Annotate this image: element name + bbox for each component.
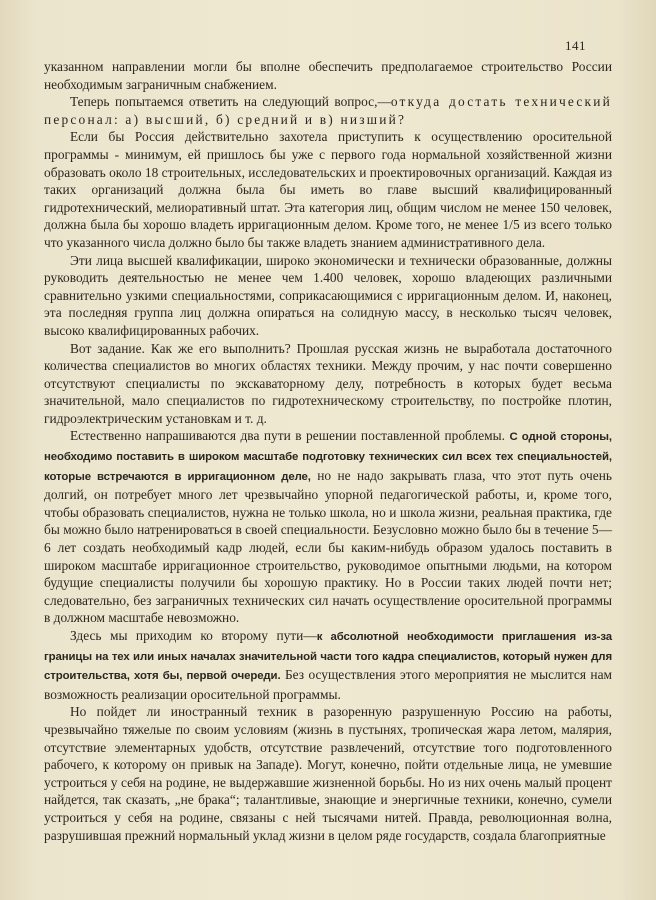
fraction: 1/5 bbox=[502, 217, 520, 233]
page-number: 141 bbox=[565, 38, 586, 53]
text-run: Эти лица высшей квалификации, широко экономически и технически образованные, должны руководить деятельностью не менее чем 1.400 человек, хорошо владеющих различными сравнительно узкими специальностями, соприкасающимися с ирригационным делом. И, наконец, эта последняя группа лиц должна опираться на солидную массу, в несколько тысяч человек, высоко квалифицированных рабочих. bbox=[44, 252, 612, 338]
text-run: Здесь мы приходим ко второму пути— bbox=[70, 628, 317, 643]
paragraph bbox=[44, 252, 612, 340]
paragraph bbox=[44, 340, 612, 428]
paragraph bbox=[44, 93, 612, 128]
text-run: Вот задание. Как же его выполнить? Прошлая русская жизнь не выработала достаточного количества специалистов во многих областях техники. Между прочим, у нас почти совершенно отсутствуют специалисты по экскаваторному делу, потребность в которых будет весьма значительной, мало специалистов по гидротехническому строительству, по постройке плотин, гидроэлектрическим установкам и т. д. bbox=[44, 340, 612, 426]
text-run: Теперь попытаемся ответить на следующий вопрос,— bbox=[70, 94, 391, 110]
text-run: Если бы Россия действительно захотела приступить к осуществлению оросительной программы - минимум, ей пришлось бы уже с первого года нормальной хозяйственной жизни образовать около 18 строительных, исследовательских и проектировочных организаций. Каждая из таких организаций должна была бы иметь во главе высший квалифицированный гидротехнический, мелиоративный штат. Эта категория лиц, общим числом не менее 150 человек, должна была бы хорошо владеть ирригационным делом. Кроме того, не менее bbox=[44, 129, 612, 233]
text-run: Но пойдет ли иностранный техник в разоренную разрушенную Россию на работы, чрезвычайно тяжелые по своим условиям (жизнь в пустынях, тропическая жара летом, малярия, отсутствие элементарных удобств, отсутствие развлечений, отсутствие того подготовленного рабочего, к которому он привык на Западе). Могут, конечно, пойти отдельные лица, не умевшие устроиться у себя на родине, не выдержавшие жизненной борьбы. Но из них очень малый процент найдется, так сказать, „не брака“; талантливые, знающие и энергичные техники, конечно, сумели устроиться у себя на родине, связаны с ней тысячами нитей. Правда, революционная волна, разрушившая прежний нормальный уклад жизни в целом ряде государств, создала благоприятные bbox=[44, 704, 612, 843]
text-run: но не надо закрывать глаза, что этот путь очень долгий, он потребует много лет чрезвычайно упорной педагогической работы, и, кроме того, чтобы образовать специалистов, нужна не только школа, но и школа жизни, реальная практика, где бы можно было натренироваться в своей специальности. Безусловно можно было бы в течение 5—6 лет создать необходимый кадр людей, если бы каким-нибудь образом удалось поставить в широком масштабе ирригационное строительство, руководимое опытными людьми, на котором будущие специалисты получили бы хорошую практику. Но в России таких людей почти нет; следовательно, без заграничных технических сил начать осуществление оросительной программы в должном масштабе невозможно. bbox=[44, 467, 612, 626]
paragraph bbox=[44, 703, 612, 844]
paragraph bbox=[44, 427, 612, 627]
text-run: указанном направлении могли бы вполне обеспечить предполагаемое строительство России необходимым заграничным снабжением. bbox=[44, 59, 612, 92]
text-run: Без осуществления этого мероприятия не мыслится нам возможность реализации оросительной программы. bbox=[44, 667, 613, 702]
paragraph bbox=[44, 627, 612, 703]
paragraph bbox=[44, 128, 612, 251]
text-run: Естественно напрашиваются два пути в решении поставленной проблемы. bbox=[70, 428, 510, 444]
body-text bbox=[44, 58, 612, 844]
spaced-text-run: откуда достать технический персонал: а) высший, б) средний и в) низший? bbox=[44, 94, 612, 127]
paragraph bbox=[44, 58, 612, 93]
bold-text-run: к абсолютной необходимости приглашения из-за границы на тех или иных началах значительной части того кадра специалистов, который нужен для строительства, хотя бы, первой очереди. bbox=[44, 631, 612, 683]
bold-text-run: С одной стороны, необходимо поставить в широком масштабе подготовку технических сил всех тех специальностей, которые встречаются в ирригационном деле, bbox=[44, 431, 612, 483]
text-run: из всего только что указанного числа должно было бы также владеть знанием административного дела. bbox=[44, 217, 612, 250]
